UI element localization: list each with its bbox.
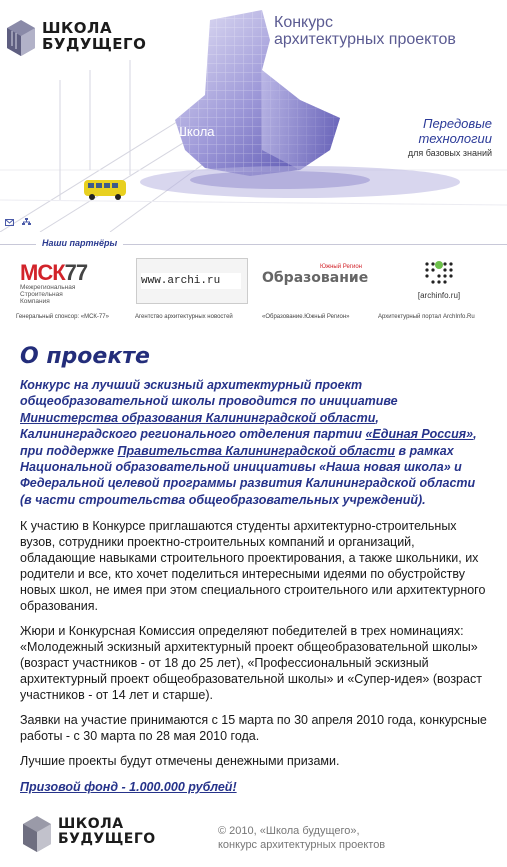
bus-graphic [84, 180, 126, 200]
obrazovanie-title: Образование [262, 270, 369, 286]
mail-icon[interactable] [5, 218, 14, 228]
sitemap-icon[interactable] [22, 218, 31, 228]
msk77-sub-3: Компания [20, 298, 50, 305]
partners-section [0, 238, 507, 330]
partner-caption-obrazovanie[interactable]: «Образование.Южный Регион» [262, 314, 350, 320]
logo-text [42, 20, 146, 52]
intro-text-4: в рамках Национальной образовательной инициативы «Наша новая школа» и Федеральной целевой программы развития Калининградской области (в части строительства общеобразовательных учреждений). [20, 443, 476, 507]
msk77-sub-1: Межрегиональная [20, 284, 76, 291]
footer [0, 812, 507, 867]
intro-text-3: , при поддержке [20, 427, 477, 458]
partner-caption-archinfo[interactable]: Архитектурный портал ArchInfo.Ru [378, 314, 475, 320]
copyright [218, 824, 385, 852]
party-link[interactable]: «Единая Россия» [365, 427, 474, 442]
nominations-paragraph: Жюри и Конкурсная Комиссия определяют победителей в трех номинациях: «Молодежный эскизный архитектурный проект общеобразовательной школы» (возраст участников - от 18 до 25 лет), «Профессиональный эскизный архитектурный проект общеобразовательной школы» и «Супер-идея» (возраст участников - от 14 лет и старше). [20, 624, 482, 703]
partner-archi-logo[interactable] [136, 258, 248, 304]
footer-logo[interactable] [20, 812, 156, 852]
partner-caption-msk77[interactable]: Генеральный спонсор: «МСК-77» [16, 314, 109, 320]
partner-msk77-logo[interactable]: МСК77 Межрегиональная Строительная Компания [20, 262, 110, 306]
archinfo-logo-text: [archinfo.ru] [417, 291, 461, 300]
contest-line-2: архитектурных проектов [274, 31, 456, 48]
contest-title [274, 14, 456, 48]
ministry-link[interactable]: Министерства образования Калининградской области [20, 410, 376, 425]
archinfo-dots-icon [419, 256, 459, 286]
dates-paragraph: Заявки на участие принимаются с 15 марта по 30 апреля 2010 года, конкурсные работы - с 30 марта по 28 мая 2010 года. [20, 713, 487, 744]
logo-cube-icon [4, 16, 38, 56]
footer-logo-text [58, 817, 156, 847]
copyright-line-2: конкурс архитектурных проектов [218, 839, 386, 851]
partner-archinfo-logo[interactable] [404, 256, 474, 306]
archi-logo-text: www.archi.ru [141, 275, 221, 287]
government-link[interactable]: Правительства Калининградской области [117, 443, 395, 458]
tagline-line-2: для базовых знаний [407, 148, 492, 158]
partner-logos [0, 256, 507, 306]
intro-paragraph [20, 377, 490, 508]
logo-line-1: ШКОЛА [42, 19, 113, 37]
footer-logo-cube-icon [20, 812, 54, 852]
copyright-line-1: © 2010, «Школа будущего», [218, 825, 360, 837]
obrazovanie-region: Южный Регион [320, 264, 362, 270]
footer-logo-line-1: ШКОЛА [58, 816, 124, 832]
prize-fund-link[interactable]: Призовой фонд - 1.000.000 рублей! [20, 780, 237, 795]
intro-text-1: Конкурс на лучший эскизный архитектурный проект общеобразовательной школы проводится по инициативе [20, 378, 398, 409]
utility-links [5, 218, 31, 228]
tagline [352, 116, 492, 158]
partner-caption-archi[interactable]: Агентство архитектурных новостей [135, 314, 233, 320]
intro-text-2: , Калининградского регионального отделения партии [20, 410, 379, 442]
school-label: Школа [175, 124, 215, 139]
logo-line-2: БУДУЩЕГО [42, 35, 147, 53]
contest-line-1: Конкурс [274, 14, 333, 31]
msk77-sub-2: Строительная [20, 291, 63, 298]
partner-obrazovanie-logo[interactable] [262, 264, 372, 300]
footer-logo-line-2: БУДУЩЕГО [58, 831, 156, 847]
hero-banner [0, 0, 507, 232]
tagline-line-1: Передовые технологии [418, 116, 492, 146]
partners-title: Наши партнёры [36, 238, 123, 248]
site-logo[interactable] [4, 16, 146, 56]
prizes-paragraph: Лучшие проекты будут отмечены денежными призами. [20, 754, 340, 769]
main-content [20, 344, 490, 796]
page-title: О проекте [20, 344, 150, 369]
participants-paragraph: К участию в Конкурсе приглашаются студенты архитектурно-строительных вузов, сотрудники проектно-строительных компаний и организаций, обладающие навыками строительного проектирования, а также школьники, их родители и все, кто хочет поделиться интересными идеями по обустройству новых школ, не имея при этом специального строительного или архитектурного образования. [20, 519, 486, 614]
